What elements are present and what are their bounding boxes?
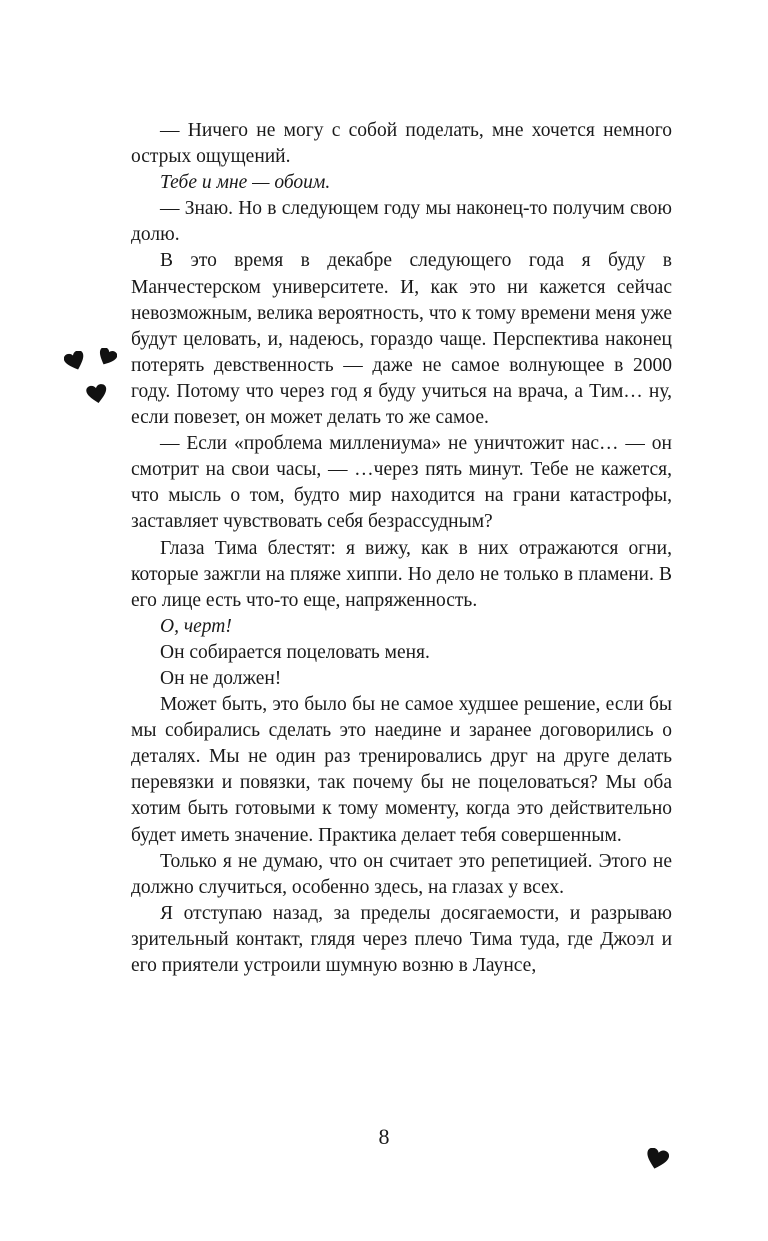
- heart-icon: [97, 348, 117, 366]
- paragraph: Может быть, это было бы не самое худшее решение, если бы мы собирались сделать это наедине и заранее договорились о деталях. Мы не один раз тренировались друг на друге делать перевязки и повязки, так почему бы не поцеловаться? Мы оба хотим быть готовыми к тому моменту, когда это действительно будет иметь значение. Практика делает тебя совершенным.: [131, 694, 672, 846]
- heart-icon: [64, 351, 86, 371]
- heart-icon: [86, 384, 108, 404]
- paragraph: Глаза Тима блестят: я вижу, как в них отражаются огни, которые зажгли на пляже хиппи. Но дело не только в пламени. В его лице есть что-то еще, напряженность.: [131, 537, 672, 611]
- paragraph: Я отступаю назад, за пределы досягаемости, и разрываю зрительный контакт, глядя через плечо Тима туда, где Джоэл и его приятели устроили шумную возню в Лаунсе,: [131, 902, 672, 976]
- paragraph: Только я не думаю, что он считает это репетицией. Этого не должно случиться, особенно здесь, на глазах у всех.: [131, 850, 672, 898]
- paragraph: Он собирается поцеловать меня.: [160, 641, 430, 663]
- paragraph: — Если «проблема миллениума» не уничтожит нас… — он смотрит на свои часы, — …через пять минут. Тебе не кажется, что мысль о том, будто мир находится на грани катастрофы, заставляет чувствовать себя безрассудным?: [131, 433, 672, 533]
- paragraph: — Ничего не могу с собой поделать, мне хочется немного острых ощущений.: [131, 120, 672, 168]
- paragraph: В это время в декабре следующего года я буду в Манчестерском университете. И, как это ни кажется сейчас невозможным, велика вероятность, что к тому времени меня уже будут целовать, и, надеюсь, гораздо чаще. Перспектива наконец потерять девственность — даже не самое волнующее в 2000 году. Потому что через год я буду учиться на врача, а Тим… ну, если повезет, он может делать то же самое.: [131, 250, 672, 429]
- paragraph: Он не должен!: [160, 667, 282, 689]
- page-text: [131, 118, 672, 979]
- page-number: 8: [378, 1124, 390, 1149]
- paragraph: — Знаю. Но в следующем году мы наконец-то получим свою долю.: [131, 198, 672, 246]
- paragraph-italic: Тебе и мне — обоим.: [160, 172, 331, 194]
- paragraph-italic: О, черт!: [160, 615, 232, 637]
- heart-icon: [645, 1148, 669, 1170]
